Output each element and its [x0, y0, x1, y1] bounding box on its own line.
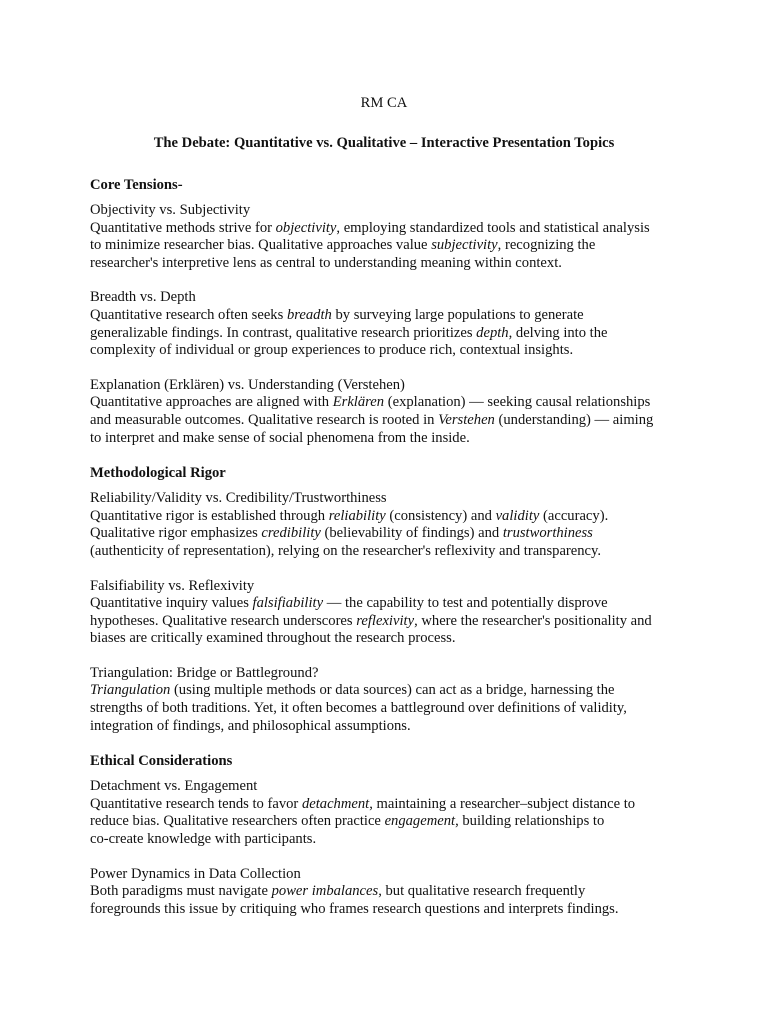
emphasized-term: engagement — [384, 813, 456, 830]
topic-text-line: Quantitative inquiry values falsifiability — the capability to test and potentially disprove — [90, 595, 608, 612]
topic-text-line: (authenticity of representation), relying on the researcher's reflexivity and transparency. — [90, 542, 602, 559]
topic-title: Objectivity vs. Subjectivity — [90, 202, 251, 218]
topic-title: Breadth vs. Depth — [90, 289, 196, 306]
topic-text-line: strengths of both traditions. Yet, it often becomes a battleground over definitions of validity, — [90, 700, 627, 717]
topic-text-line: Quantitative methods strive for objectivity, employing standardized tools and statistical analysis — [90, 219, 650, 236]
topic — [90, 578, 690, 648]
topic-text-line: biases are critically examined throughout the research process. — [90, 630, 456, 647]
section-heading: Ethical Considerations — [90, 753, 233, 770]
topic — [90, 289, 690, 359]
topic — [90, 665, 690, 735]
topic-title: Triangulation: Bridge or Battleground? — [90, 664, 319, 681]
section — [90, 464, 690, 735]
course-label: RM CA — [360, 95, 408, 111]
topic-text-line: Quantitative research often seeks breadth by surveying large populations to generate — [90, 306, 584, 323]
topic-text-line: foregrounds this issue by critiquing who frames research questions and interprets findings. — [90, 900, 619, 917]
topic-text-line: hypotheses. Qualitative research underscores reflexivity, where the researcher's positionality and — [90, 612, 652, 629]
topic — [90, 202, 690, 272]
emphasized-term: Erklären — [332, 394, 385, 411]
document-body — [90, 176, 690, 935]
emphasized-term: falsifiability — [252, 595, 324, 612]
emphasized-term: validity — [495, 507, 540, 524]
topic-text-line: integration of findings, and philosophical assumptions. — [90, 717, 411, 734]
emphasized-term: trustworthiness — [502, 525, 593, 542]
topic-text-line: co-create knowledge with participants. — [90, 831, 317, 848]
topic-text-line: Quantitative rigor is established through reliability (consistency) and validity (accuracy). — [90, 507, 609, 524]
topic-text-line: to minimize researcher bias. Qualitative approaches value subjectivity, recognizing the — [90, 237, 596, 254]
emphasized-term: breadth — [286, 306, 332, 323]
topic-text-line: Both paradigms must navigate power imbalances, but qualitative research frequently — [90, 883, 586, 900]
topic-text-line: Quantitative approaches are aligned with Erklären (explanation) — seeking causal relationships — [90, 394, 651, 411]
emphasized-term: subjectivity — [431, 237, 498, 254]
topic-title: Reliability/Validity vs. Credibility/Trustworthiness — [90, 490, 387, 507]
section — [90, 752, 690, 918]
emphasized-term: objectivity — [275, 219, 337, 236]
emphasized-term: power imbalances — [271, 883, 379, 900]
topic-text-line: complexity of individual or group experiences to produce rich, contextual insights. — [90, 342, 574, 359]
emphasized-term: detachment — [301, 795, 370, 812]
topic — [90, 866, 690, 919]
emphasized-term: reflexivity — [356, 612, 415, 629]
topic-text-line: researcher's interpretive lens as central to understanding meaning within context. — [90, 254, 562, 271]
topic-text-line: to interpret and make sense of social phenomena from the inside. — [90, 429, 470, 446]
topic-text-line: Quantitative research tends to favor detachment, maintaining a researcher–subject distance to — [90, 795, 636, 812]
topic-title: Falsifiability vs. Reflexivity — [90, 577, 255, 594]
topic-text-line: reduce bias. Qualitative researchers often practice engagement, building relationships to — [90, 813, 605, 830]
emphasized-term: depth — [476, 324, 509, 341]
document-title: The Debate: Quantitative vs. Qualitative – Interactive Presentation Topics — [153, 135, 615, 151]
topic — [90, 778, 690, 848]
topic-title: Power Dynamics in Data Collection — [90, 865, 301, 882]
section-heading: Methodological Rigor — [90, 465, 226, 482]
section-heading: Core Tensions- — [90, 177, 183, 193]
emphasized-term: credibility — [261, 525, 321, 542]
emphasized-term: Verstehen — [438, 411, 495, 428]
topic-text-line: and measurable outcomes. Qualitative research is rooted in Verstehen (understanding) — aiming — [90, 411, 654, 428]
topic-title: Detachment vs. Engagement — [90, 778, 258, 795]
topic — [90, 377, 690, 447]
topic — [90, 490, 690, 560]
topic-text-line: Qualitative rigor emphasizes credibility (believability of findings) and trustworthiness — [90, 525, 593, 542]
emphasized-term: reliability — [328, 507, 386, 524]
section — [90, 176, 690, 447]
topic-text-line: Triangulation (using multiple methods or data sources) can act as a bridge, harnessing the — [90, 682, 615, 699]
emphasized-term: Triangulation — [90, 682, 171, 699]
topic-text-line: generalizable findings. In contrast, qualitative research prioritizes depth, delving into the — [90, 324, 608, 341]
topic-title: Explanation (Erklären) vs. Understanding (Verstehen) — [90, 376, 405, 393]
